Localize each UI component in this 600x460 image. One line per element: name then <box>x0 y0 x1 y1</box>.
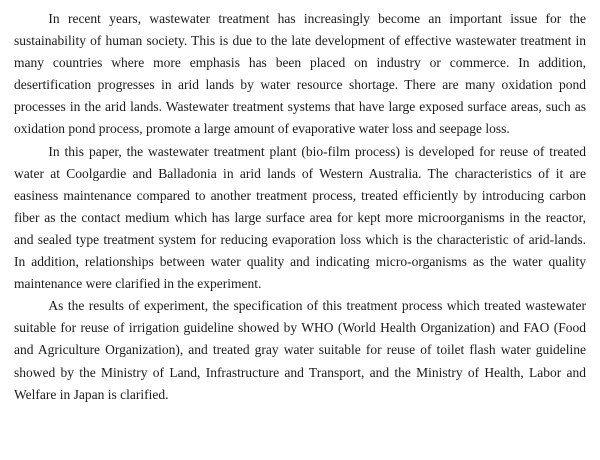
paragraph-2: In this paper, the wastewater treatment plant (bio-film process) is developed for reuse of treated water at Coolgardie and Balladonia in arid lands of Western Australia. The characteristics of it are easiness maintenance compared to another treatment process, treated efficiently by introducing carbon fiber as the contact medium which has large surface area for kept more microorganisms in the reactor, and sealed type treatment system for reducing evaporation loss which is the characteristic of arid-lands. In addition, relationships between water quality and indicating micro-organisms as the water quality maintenance were clarified in the experiment. <box>14 143 586 292</box>
paragraph-1: In recent years, wastewater treatment has increasingly become an important issue for the sustainability of human society. This is due to the late development of effective wastewater treatment in many countries where more emphasis has been placed on industry or commerce. In addition, desertification progresses in arid lands by water resource shortage. There are many oxidation pond processes in the arid lands. Wastewater treatment systems that have large exposed surface areas, such as oxidation pond process, promote a large amount of evaporative water loss and seepage loss. <box>14 11 586 137</box>
paragraph-3: As the results of experiment, the specification of this treatment process which treated wastewater suitable for reuse of irrigation guideline showed by WHO (World Health Organization) and FAO (Food and Agriculture Organization), and treated gray water suitable for reuse of toilet flash water guideline showed by the Ministry of Land, Infrastructure and Transport, and the Ministry of Health, Labor and Welfare in Japan is clarified. <box>14 298 586 402</box>
